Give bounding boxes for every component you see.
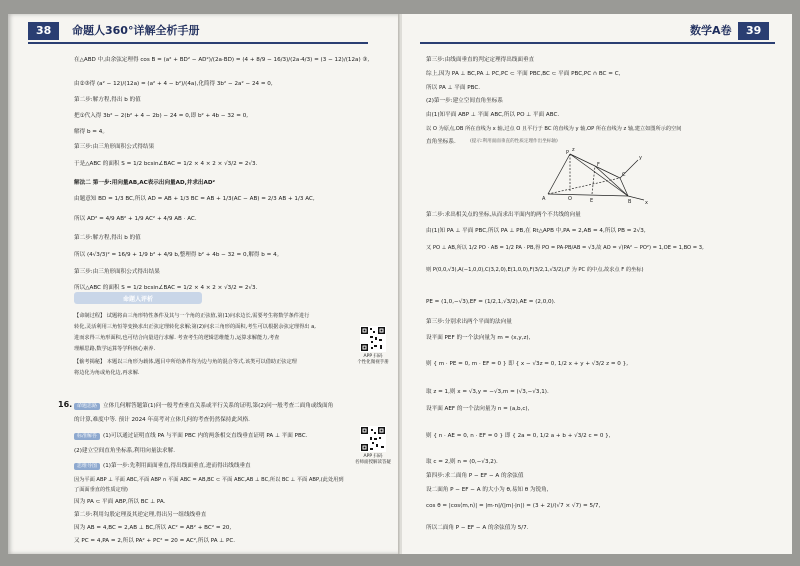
- q16-line-7: 了面面垂直的性质定理): [74, 487, 128, 493]
- right-page-number: 39: [738, 22, 769, 40]
- right-mid-line-9: 设平面 AEF 的一个法向量为 n = (a,b,c),: [426, 406, 530, 412]
- diagram-label-a: A: [542, 196, 546, 202]
- right-mid-line-13: 设二面角 P − EF − A 的大小为 θ,易知 θ 为锐角,: [426, 487, 549, 493]
- q16-line-5: [74, 462, 251, 470]
- diagram-label-p: P: [566, 150, 570, 156]
- q16-line-11: 又 PC = 4,PA = 2,所以 PA² + PC² = 20 = AC²,所以 PA ⊥ PC.: [74, 538, 236, 544]
- left-line-10: 第二步:解方程,得出 b 的值: [74, 235, 141, 241]
- right-mid-line-11: 取 c = 2,则 n = (0,−√3,2).: [426, 459, 498, 465]
- qr-code-2[interactable]: [360, 426, 386, 452]
- left-line-5: 第三步:由三角形面积公式得结果: [74, 144, 155, 150]
- left-line-7: 解法二 第一步:用向量AB,AC表示出向量AD,并求出AD²: [74, 180, 215, 186]
- tag-biaozhun-jieda: 标准解答: [74, 433, 100, 440]
- diagram-label-y: y: [639, 155, 642, 161]
- right-mid-line-2: 又 PO ⊥ AB,所以 1/2 PO · AB = 1/2 PA · PB,得 PO = PA·PB/AB = √3,故 AO = √(PA² − PO²) = 1,OE = 1,BO = 3,: [426, 245, 704, 251]
- left-line-11: 所以 (4√3/3)² = 16/9 + 1/9 b² + 4/9 b,整理得 b² + 4b − 32 = 0,解得 b = 4。: [74, 252, 283, 258]
- right-top-line-7: (提示:利用面面垂直的性质定理作出坐标轴): [470, 139, 558, 144]
- pyramid-diagram: [540, 148, 650, 206]
- left-line-13: 所以△ABC 的面积 S = 1/2 bcsin∠BAC = 1/2 × 4 × 2 × √3/2 = 2√3.: [74, 285, 258, 291]
- left-line-8: 由题意知 BD = 1/3 BC,所以 AD = AB + 1/3 BC = AB + 1/3(AC − AB) = 2/3 AB + 1/3 AC,: [74, 196, 315, 202]
- q16-line-1-text: 立体几何解答题第(1)问一般考查垂直关系或平行关系的证明,第(2)问一般考查二面角或线面角: [103, 403, 334, 409]
- right-top-line-2: 所以 PA ⊥ 平面 PBC.: [426, 85, 480, 91]
- q16-line-10: 因为 AB = 4,BC = 2,AB ⊥ BC,所以 AC² = AB² + BC² = 20,: [74, 525, 232, 531]
- comment-line-5: 将边化为角或角化边,再求解.: [74, 370, 140, 376]
- right-mid-line-6: 设平面 PEF 的一个法向量为 m = (x,y,z),: [426, 335, 531, 341]
- commentary-band: [74, 292, 202, 304]
- left-line-2: 第二步:解方程,得出 b 的值: [74, 97, 141, 103]
- q16-line-3: [74, 432, 307, 440]
- diagram-label-o: O: [568, 196, 572, 202]
- right-mid-line-0: 第二步:求出相关点的坐标,从而求出平面内的两个不共线的向量: [426, 212, 581, 218]
- left-line-12: 第三步:由三角形面积公式得出结果: [74, 269, 160, 275]
- right-mid-line-8: 取 z = 1,则 x = √3,y = −√3,m = (√3,−√3,1).: [426, 389, 549, 395]
- q16-line-2: 的计算,难度中等. 预计 2024 年高考对立体几何的考查仍然保持此风格.: [74, 417, 250, 423]
- left-line-9: 所以 AD² = 4/9 AB² + 1/9 AC² + 4/9 AB · AC.: [74, 216, 197, 222]
- commentary-band-label: 命题人评析: [122, 296, 153, 303]
- right-top-line-0: 第三步:由线面垂直的判定定理得出线面垂直: [426, 57, 535, 63]
- right-mid-line-4: PE = (1,0,−√3),EF = (1/2,1,√3/2),AE = (2,0,0).: [426, 299, 556, 305]
- right-top-line-3: (2)第一步:建立空间直角坐标系: [426, 98, 503, 104]
- diagram-label-c: C: [622, 172, 626, 178]
- right-mid-line-7: 则 { m · PE = 0, m · EF = 0 } 即 { x − √3z = 0, 1/2 x + y + √3/2 z = 0 },: [426, 361, 628, 367]
- q16-line-6: 因为平面 ABP ⊥ 平面 ABC,平面 ABP ∩ 平面 ABC = AB,BC ⊂ 平面 ABC,AB ⊥ BC,所以 BC ⊥ 平面 ABP,(此处用到: [74, 477, 344, 483]
- left-header-rule: [28, 42, 368, 44]
- right-mid-line-10: 则 { n · AE = 0, n · EF = 0 } 即 { 2a = 0, 1/2 a + b + √3/2 c = 0 },: [426, 433, 611, 439]
- tag-siwei-daotu: 思维导图: [74, 463, 100, 470]
- right-top-line-4: 由(1)知平面 ABP ⊥ 平面 ABC,所以 PO ⊥ 平面 ABC.: [426, 112, 560, 118]
- comment-line-2: 进而求得三角形面积,也可结合向量进行求解. 考查考生的逻辑思维能力,运算求解能力,考查: [74, 335, 280, 341]
- right-top-line-6: 直角坐标系.: [426, 139, 456, 145]
- tag-mingti-silu: 命题思路: [74, 403, 100, 410]
- right-mid-line-15: 所以二面角 P − EF − A 的余弦值为 5/7.: [426, 525, 529, 531]
- q16-line-8: 因为 PA ⊂ 平面 ABP,所以 BC ⊥ PA.: [74, 499, 166, 505]
- qr-1-caption-line-0: APP 扫码: [363, 354, 383, 359]
- qr-2-caption-line-0: APP 扫码: [363, 454, 383, 459]
- comment-line-4: 【偷考揭秘】 本题以三角形为载体,题目中所给条件均为边与角的混合等式,该类可以借助正弦定理: [74, 359, 297, 365]
- right-header-title: 数学A卷: [690, 24, 732, 37]
- question-16-number: 16.: [58, 400, 73, 409]
- left-line-4: 解得 b = 4。: [74, 129, 108, 135]
- qr-2-caption: [350, 454, 396, 466]
- right-mid-line-14: cos θ = |cos⟨m,n⟩| = |m·n|/(|m|·|n|) = (3 + 2)/(√7 × √7) = 5/7,: [426, 503, 601, 509]
- comment-line-1: 转化,灵活利用三角恒等变换求出正弦定理转化求解;第(2)问求三角形的面积,考生可以根据余弦定理得出 a,: [74, 324, 316, 330]
- right-top-line-5: 以 O 为原点,OB 所在直线为 x 轴,过点 O 且平行于 BC 的直线为 y 轴,OP 所在直线为 z 轴,建立如图所示的空间: [426, 126, 682, 132]
- right-header-rule: [420, 42, 775, 44]
- right-mid-line-12: 第四步:求二面角 P − EF − A 的余弦值: [426, 473, 524, 479]
- left-line-3: 把①代入得 3b² − 2(b² + 4 − 2b) − 24 = 0,即 b² + 4b − 32 = 0,: [74, 113, 249, 119]
- diagram-label-z: z: [572, 148, 575, 153]
- q16-line-9: 第二步:利用勾股定理及其逆定理,得出另一组线线垂直: [74, 512, 207, 518]
- left-page-number: 38: [28, 22, 59, 40]
- comment-line-0: 【命制过程】 试题将由三角形特性条件及其与一个角的正弦值,第(1)问求边长,需要考生将数学条件进行: [74, 313, 310, 319]
- q16-line-4: (2)建立空间直角坐标系,利用向量法求解.: [74, 448, 175, 454]
- qr-1-caption: [352, 354, 394, 366]
- left-header-title: 命题人360°详解全析手册: [72, 24, 200, 37]
- diagram-label-e: E: [590, 198, 594, 204]
- right-top-line-1: 综上,因为 PA ⊥ BC,PA ⊥ PC,PC ⊂ 平面 PBC,BC ⊂ 平面 PBC,PC ∩ BC = C,: [426, 71, 621, 77]
- left-line-6: 于是△ABC 的面积 S = 1/2 bcsin∠BAC = 1/2 × 4 × 2 × √3/2 = 2√3.: [74, 161, 258, 167]
- comment-line-3: 理解思路,数学运算等学科核心素养.: [74, 346, 156, 352]
- right-mid-line-5: 第三步:分别求出两个平面的法向量: [426, 319, 512, 325]
- diagram-label-b: B: [628, 199, 632, 205]
- diagram-label-x: x: [645, 200, 648, 206]
- qr-1-caption-line-1: 个性化微视手册: [357, 360, 389, 365]
- right-mid-line-1: 由(1)知 PA ⊥ 平面 PBC,所以 PA ⊥ PB,在 Rt△APB 中,PA = 2,AB = 4,所以 PB = 2√3,: [426, 228, 646, 234]
- diagram-label-f: F: [597, 162, 600, 168]
- q16-line-5-text: (1)第一步:先利用面面垂直,得出线面垂直,进而得出线线垂直: [103, 463, 251, 469]
- q16-line-3-text: (1)可以通过证明直线 PA 与平面 PBC 内的两条相交直线垂直证明 PA ⊥ 平面 PBC.: [103, 433, 308, 439]
- right-mid-line-3: 则 P(0,0,√3),A(−1,0,0),C(3,2,0),E(1,0,0),F(3/2,1,√3/2),(F 为 PC 的中点,故求点 F 的坐标): [426, 267, 644, 273]
- qr-2-caption-line-1: 名师面授解读答疑: [355, 460, 391, 465]
- qr-code-1[interactable]: [360, 326, 386, 352]
- left-line-0: 在△ABD 中,由余弦定理得 cos B = (a² + BD² − AD²)/(2a·BD) = (4 + 8/9 − 16/3)/(2a·4/3) = (3 − 12)/(12a) ③,: [74, 57, 370, 63]
- left-line-1: 由②③得 (a² − 12)/(12a) = (a² + 4 − b²)/(4a),化简得 3b² − 2a² − 24 = 0,: [74, 81, 273, 87]
- q16-line-1: [74, 402, 333, 410]
